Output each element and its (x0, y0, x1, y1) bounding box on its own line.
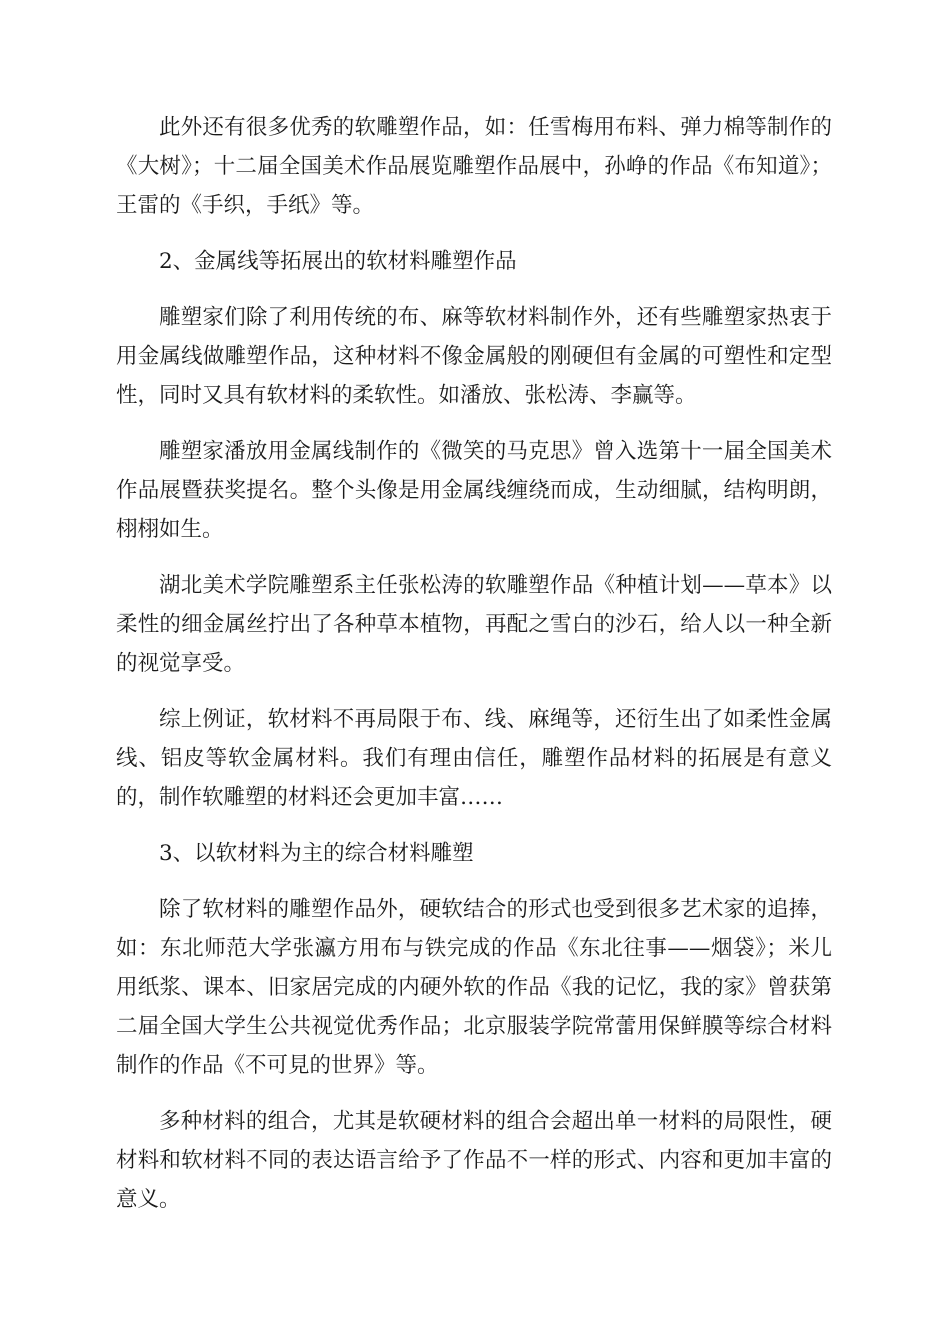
paragraph-conclusion: 多种材料的组合，尤其是软硬材料的组合会超出单一材料的局限性，硬材料和软材料不同的表达语言给予了作品不一样的形式、内容和更加丰富的意义。 (116, 1109, 832, 1212)
section-heading-metal-wire: 2、金属线等拓展出的软材料雕塑作品 (159, 249, 517, 274)
paragraph-metal-wire-intro: 雕塑家们除了利用传统的布、麻等软材料制作外，还有些雕塑家热衷于用金属线做雕塑作品，这种材料不像金属般的刚硬但有金属的可塑性和定型性，同时又具有软材料的柔软性。如潘放、张松涛、李赢等。 (116, 305, 832, 408)
document-page (116, 108, 832, 1236)
paragraph-zhang-songtao: 湖北美术学院雕塑系主任张松涛的软雕塑作品《种植计划——草本》以柔性的细金属丝拧出了各种草本植物，再配之雪白的沙石，给人以一种全新的视觉享受。 (116, 573, 832, 676)
paragraph-other-soft-sculptures: 此外还有很多优秀的软雕塑作品，如：任雪梅用布料、弹力棉等制作的《大树》；十二届全国美术作品展览雕塑作品展中，孙峥的作品《布知道》；王雷的《手织，手纸》等。 (116, 115, 832, 218)
paragraph-pan-fang: 雕塑家潘放用金属线制作的《微笑的马克思》曾入选第十一届全国美术作品展暨获奖提名。整个头像是用金属线缠绕而成，生动细腻，结构明朗，栩栩如生。 (116, 439, 832, 542)
paragraph-summary: 综上例证，软材料不再局限于布、线、麻绳等，还衍生出了如柔性金属线、铝皮等软金属材料。我们有理由信任，雕塑作品材料的拓展是有意义的，制作软雕塑的材料还会更加丰富…… (116, 707, 832, 810)
section-heading-mixed-materials: 3、以软材料为主的综合材料雕塑 (159, 841, 474, 866)
paragraph-hard-soft-combination: 除了软材料的雕塑作品外，硬软结合的形式也受到很多艺术家的追捧，如：东北师范大学张瀛方用布与铁完成的作品《东北往事——烟袋》；米儿用纸浆、课本、旧家居完成的内硬外软的作品《我的记忆，我的家》曾获第二届全国大学生公共视觉优秀作品；北京服装学院常蕾用保鲜膜等综合材料制作的作品《不可見的世界》等。 (116, 897, 832, 1078)
